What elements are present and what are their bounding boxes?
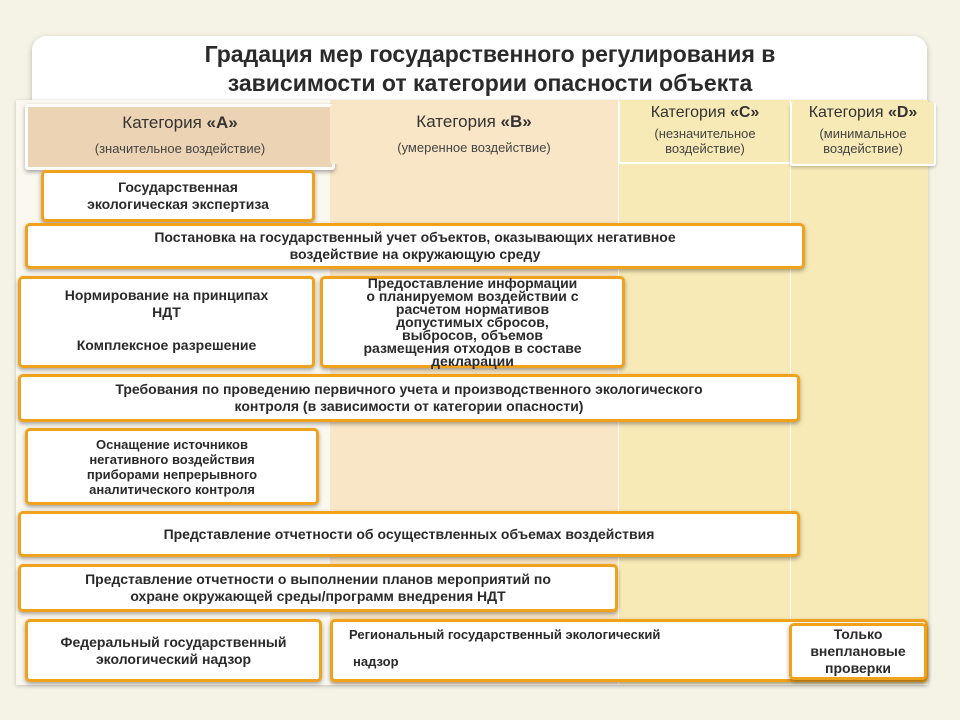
measure-text-line: приборами непрерывного	[86, 466, 258, 482]
measure-text-line: Требования по проведению первичного учета и производственного экологического	[115, 381, 703, 397]
measure-text-line: допустимых сбросов,	[396, 313, 549, 330]
measure-text-line: Представление отчетности о выполнении планов мероприятий по	[85, 571, 551, 587]
measure-text-line: охране окружающей среды/программ внедрения НДТ	[130, 588, 506, 604]
category-d-letter: «D»	[887, 104, 918, 121]
measure-text-line: проверки	[825, 660, 891, 676]
measure-text-line: Государственная	[118, 179, 238, 195]
category-c-prefix: Категория	[650, 104, 730, 121]
category-d-effect-line-2: воздействие)	[823, 141, 903, 156]
measure-ndt-rationing	[18, 276, 315, 368]
measure-text-line: выбросов, объемов	[401, 326, 543, 343]
category-b-letter: «В»	[500, 112, 532, 131]
category-d-effect-line-1: (минимальное	[819, 126, 907, 141]
measure-text-line: Нормирование на принципах	[64, 287, 269, 303]
title-line-1: Градация мер государственного регулирования в	[204, 41, 776, 67]
column-d	[790, 100, 928, 684]
measure-impact-reporting	[18, 511, 800, 557]
measure-text-line: Федеральный государственный	[60, 633, 287, 650]
category-a-header	[25, 104, 335, 170]
measure-eco-expertise	[41, 170, 315, 222]
measure-declaration	[320, 276, 625, 368]
category-c-effect-line-1: (незначительное	[654, 126, 756, 141]
measure-state-registration	[25, 223, 805, 269]
measure-text-line: Предоставление информации	[367, 274, 578, 291]
category-d-prefix: Категория	[808, 104, 888, 121]
category-c-effect-line-2: воздействие)	[665, 141, 745, 156]
page-title	[0, 40, 960, 98]
category-b-effect: (умеренное воздействие)	[397, 140, 551, 155]
category-c-letter: «С»	[729, 104, 760, 121]
measure-text-line: негативного воздействия	[89, 451, 255, 467]
category-a-prefix: Категория	[122, 113, 207, 132]
measure-text-line: внеплановые	[810, 643, 906, 659]
measure-text-line: надзор	[353, 654, 399, 669]
measure-text-line: Оснащение источников	[95, 436, 248, 452]
category-d-header	[790, 102, 936, 166]
title-line-2: зависимости от категории опасности объекта	[227, 70, 753, 96]
category-a-effect: (значительное воздействие)	[94, 141, 266, 156]
measure-accounting-control	[18, 374, 800, 422]
category-b-prefix: Категория	[416, 112, 501, 131]
measure-text-line: размещения отходов в составе	[363, 339, 582, 356]
measure-instrumentation	[25, 428, 319, 505]
measure-text-line: НДТ	[152, 304, 181, 320]
measure-text-line: контроля (в зависимости от категории опасности)	[234, 398, 584, 414]
measure-text-line: Постановка на государственный учет объектов, оказывающих негативное	[154, 229, 676, 245]
measure-complex-permit: Комплексное разрешение	[76, 337, 257, 353]
measure-federal-supervision	[25, 619, 322, 682]
measure-text-line: воздействие на окружающую среду	[289, 246, 541, 262]
measure-text-line: аналитического контроля	[89, 481, 255, 497]
measure-text-line: Представление отчетности об осуществленных объемах воздействия	[163, 525, 655, 542]
measure-text-line: экологический надзор	[95, 650, 252, 667]
measure-text-line: декларации	[431, 352, 514, 369]
measure-plans-reporting	[18, 564, 618, 612]
measure-text-line: Только	[833, 626, 883, 642]
measure-text-line: о планируемом воздействии с	[366, 287, 579, 304]
category-a-letter: «А»	[206, 113, 238, 132]
category-c-header	[618, 102, 792, 164]
measure-unscheduled-only	[789, 623, 927, 680]
measure-text-line: Региональный государственный экологический	[349, 627, 661, 642]
measure-text-line: расчетом нормативов	[395, 300, 550, 317]
category-b-header	[330, 104, 618, 164]
measure-text-line: экологическая экспертиза	[87, 196, 269, 212]
